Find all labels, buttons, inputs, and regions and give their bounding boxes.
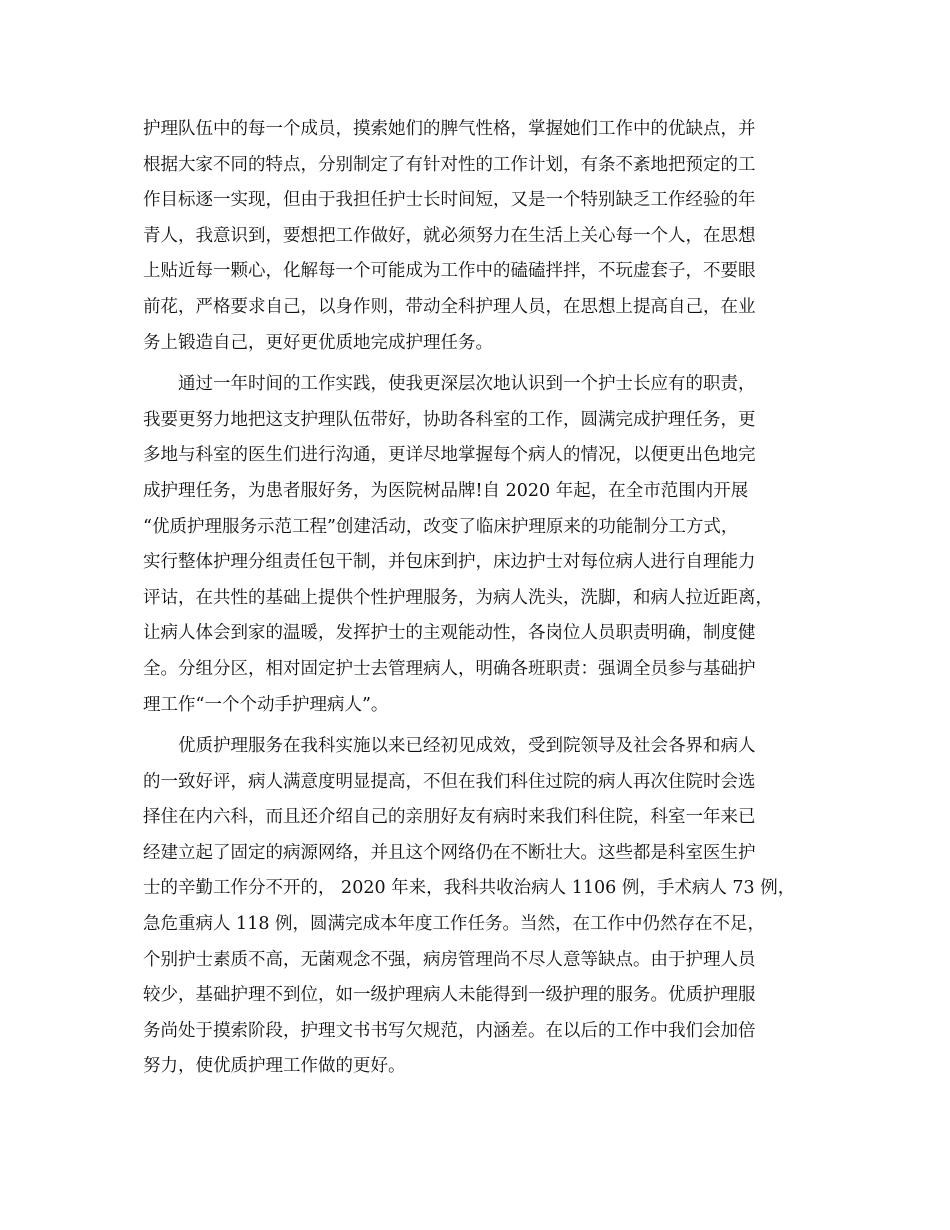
document-body [143,112,813,1085]
text-line: 士的辛勤工作分不开的， 2020 年来，我科共收治病人 1106 例，手术病人 73 例， [143,878,796,899]
text-line: 作目标逐一实现，但由于我担任护士长时间短，又是一个特别缺乏工作经验的年 [143,190,756,211]
text-line: 努力，使优质护理工作做的更好。 [143,1056,406,1077]
paragraph-1 [143,112,813,361]
text-line: 青人，我意识到，要想把工作做好，就必须努力在生活上关心每一个人，在思想 [143,225,756,246]
text-line: 急危重病人 118 例，圆满完成本年度工作任务。当然，在工作中仍然存在不足， [143,914,766,935]
text-line: 个别护士素质不高，无菌观念不强，病房管理尚不尽人意等缺点。由于护理人员 [143,949,756,970]
text-line: 理工作“一个个动手护理病人”。 [143,694,389,715]
text-line: 我要更努力地把这支护理队伍带好，协助各科室的工作，圆满完成护理任务，更 [143,409,756,430]
text-line: 上贴近每一颗心，化解每一个可能成为工作中的磕磕拌拌，不玩虚套子，不要眼 [143,261,756,282]
text-line: 让病人体会到家的温暖，发挥护士的主观能动性，各岗位人员职责明确，制度健 [143,623,756,644]
text-line: 全。分组分区，相对固定护士去管理病人，明确各班职责：强调全员参与基础护 [143,658,756,679]
text-line: 根据大家不同的特点，分别制定了有针对性的工作计划，有条不紊地把预定的工 [143,154,756,175]
text-line: 较少，基础护理不到位，如一级护理病人未能得到一级护理的服务。优质护理服 [143,985,756,1006]
paragraph-3 [143,729,813,1085]
text-line: 经建立起了固定的病源网络，并且这个网络仍在不断壮大。这些都是科室医生护 [143,842,756,863]
text-line: “优质护理服务示范工程”创建活动，改变了临床护理原来的功能制分工方式， [143,516,739,537]
text-line: 优质护理服务在我科实施以来已经初见成效，受到院领导及社会各界和病人 [178,736,756,757]
text-line: 实行整体护理分组责任包干制，并包床到护，床边护士对每位病人进行自理能力 [143,552,756,573]
text-line: 评诂，在共性的基础上提供个性护理服务，为病人洗头，洗脚，和病人拉近距离， [143,587,773,608]
text-line: 务上锻造自己，更好更优质地完成护理任务。 [143,332,493,353]
text-line: 的一致好评，病人满意度明显提高，不但在我们科住过院的病人再次住院时会选 [143,771,756,792]
text-line: 通过一年时间的工作实践，使我更深层次地认识到一个护士长应有的职责， [178,374,756,395]
text-line: 择住在内六科，而且还介绍自己的亲朋好友有病时来我们科住院，科室一年来已 [143,807,756,828]
paragraph-2 [143,367,813,723]
text-line: 成护理任务，为患者服好务，为医院树品牌!自 2020 年起，在全市范围内开展 [143,480,749,501]
text-line: 多地与科室的医生们进行沟通，更详尽地掌握每个病人的情况，以便更出色地完 [143,445,756,466]
text-line: 务尚处于摸索阶段，护理文书书写欠规范，内涵差。在以后的工作中我们会加倍 [143,1020,756,1041]
text-line: 前花，严格要求自己，以身作则，带动全科护理人员，在思想上提高自己，在业 [143,296,756,317]
text-line: 护理队伍中的每一个成员，摸索她们的脾气性格，掌握她们工作中的优缺点，并 [143,119,756,139]
